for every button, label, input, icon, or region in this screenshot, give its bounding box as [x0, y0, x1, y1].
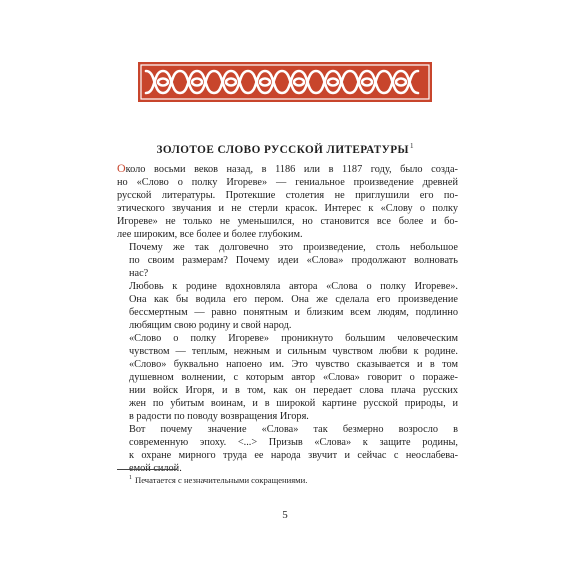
initial-letter: О — [117, 161, 126, 175]
text-line: лее широким, все более и более глубоким. — [117, 229, 303, 240]
text-line: этического звучания и не стерли красок. Интерес к «Слову о полку — [117, 203, 458, 214]
text-line: в радости по поводу возвращения Игоря. — [129, 411, 309, 422]
text-line: «Слово о полку Игореве» проникнуто большим человеческим — [129, 333, 458, 344]
text-line: но «Слово о полку Игореве» — гениальное произведение древней — [117, 177, 458, 188]
text-line: Около восьми веков назад, в 1186 или в 1187 году, было созда- — [117, 161, 458, 175]
text-line: нии войск Игоря, и в том, как он передает слова плача русских — [129, 385, 458, 396]
text-line: емой силой. — [129, 463, 182, 474]
main-text — [117, 162, 458, 475]
footnote-marker: 1 — [129, 475, 132, 481]
paragraph-5 — [117, 423, 458, 475]
text-line: нас? — [129, 268, 149, 279]
decorative-ornament-banner — [138, 62, 432, 102]
page-title — [100, 142, 470, 156]
title-footnote-marker: 1 — [409, 142, 414, 150]
text-line: Она как бы водила его пером. Она же сделала его произведение — [129, 294, 458, 305]
text-line: чувством — теплым, нежным и сильным чувством любви к родине. — [129, 346, 458, 357]
page-number: 5 — [282, 509, 288, 521]
paragraph-4 — [117, 332, 458, 423]
text-line: к охране мирного труда ее народа звучит и сейчас с неослабева- — [129, 450, 458, 461]
text-line: «Слово» буквально напоено им. Это чувство сказывается и в том — [129, 359, 458, 370]
ornament-background — [138, 62, 432, 102]
text-line: жен по убитым воинам, и в широкой картине русской природы, и — [129, 398, 458, 409]
footnote-divider — [117, 469, 177, 470]
text-line: Игореве» не только не уменьшился, но становится все более и бо- — [117, 216, 458, 227]
text-line: современную эпоху. <...> Призыв «Слова» к защите родины, — [129, 437, 458, 448]
footnote-text: Печатается с незначительными сокращениями. — [135, 475, 308, 485]
text-line: русской литературы. Протекшие столетия не приглушили его по- — [117, 190, 458, 201]
text-line: Почему же так долговечно это произведение, столь небольшое — [129, 242, 458, 253]
text-line: Вот почему значение «Слова» так безмерно возросло в — [129, 424, 458, 435]
text-line: бессмертным — равно понятным и близким всем людям, подлинно — [129, 307, 458, 318]
text-line: Любовь к родине вдохновляла автора «Слова о полку Игореве». — [129, 281, 458, 292]
text-line: душевном волнении, с которым автор «Слова» говорит о пораже- — [129, 372, 458, 383]
paragraph-1 — [117, 162, 458, 241]
footnote — [129, 475, 307, 485]
paragraph-2 — [117, 241, 458, 280]
text-line: любящим свою родину и свой народ. — [129, 320, 292, 331]
text-line: по своим размерам? Почему идеи «Слова» продолжают волновать — [129, 255, 458, 266]
paragraph-3 — [117, 280, 458, 332]
title-text: ЗОЛОТОЕ СЛОВО РУССКОЙ ЛИТЕРАТУРЫ — [156, 144, 409, 156]
